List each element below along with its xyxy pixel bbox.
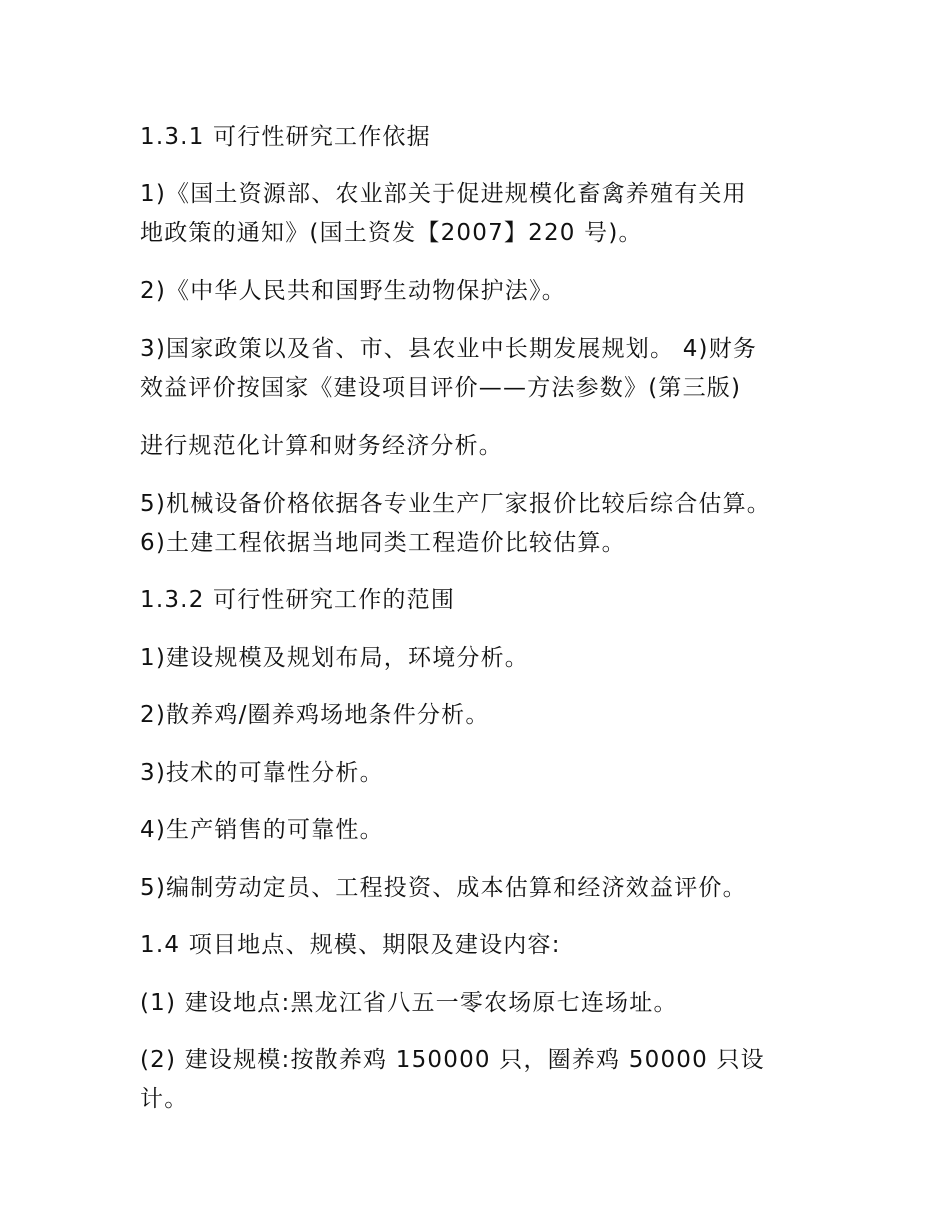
heading-1-3-1: 1.3.1 可行性研究工作依据 [140,124,431,150]
basis-item-3-line-1: 3)国家政策以及省、市、县农业中长期发展规划。 4)财务 [140,336,758,362]
heading-1-3-2: 1.3.2 可行性研究工作的范围 [140,587,456,613]
basis-item-4-line-3: 进行规范化计算和财务经济分析。 [140,433,503,459]
basis-item-6: 6)土建工程依据当地同类工程造价比较估算。 [140,530,626,556]
scope-item-2: 2)散养鸡/圈养鸡场地条件分析。 [140,702,490,728]
basis-item-4-line-2: 效益评价按国家《建设项目评价——方法参数》(第三版) [140,375,742,401]
scope-item-4: 4)生产销售的可靠性。 [140,817,384,843]
basis-item-1-line-1: 1)《国土资源部、农业部关于促进规模化畜禽养殖有关用 [140,181,747,207]
basis-item-2: 2)《中华人民共和国野生动物保护法》。 [140,278,566,304]
scale-item-line-1: (2) 建设规模:按散养鸡 150000 只，圈养鸡 50000 只设 [140,1047,765,1073]
basis-item-5: 5)机械设备价格依据各专业生产厂家报价比较后综合估算。 [140,491,772,517]
scope-item-3: 3)技术的可靠性分析。 [140,760,384,786]
scope-item-1: 1)建设规模及规划布局，环境分析。 [140,645,530,671]
basis-item-1-line-2: 地政策的通知》(国土资发【2007】220 号)。 [140,220,643,246]
heading-1-4: 1.4 项目地点、规模、期限及建设内容: [140,932,561,958]
scale-item-line-2: 计。 [140,1086,189,1112]
location-item: (1) 建设地点:黑龙江省八五一零农场原七连场址。 [140,990,678,1016]
scope-item-5: 5)编制劳动定员、工程投资、成本估算和经济效益评价。 [140,875,747,901]
